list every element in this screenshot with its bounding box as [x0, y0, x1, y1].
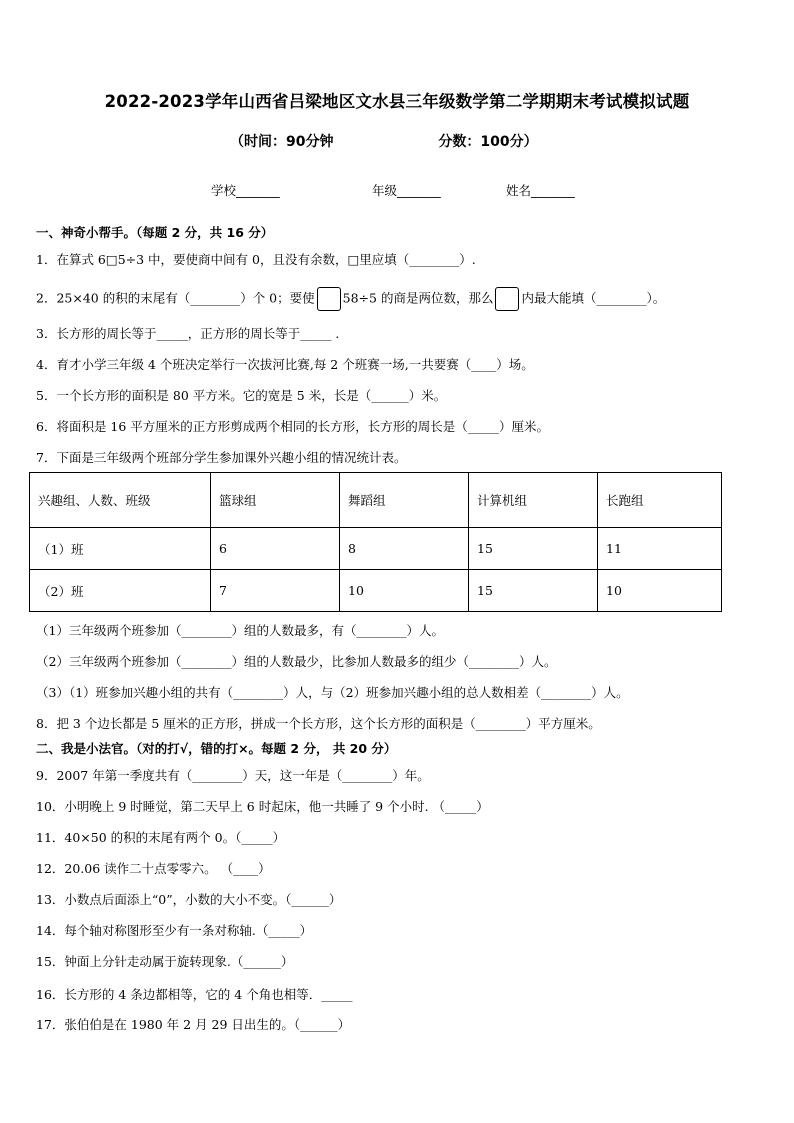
question-12: 12．20.06 读作二十点零零六。 （____） — [36, 861, 271, 876]
question-2-part-c: 内最大能填（________）。 — [521, 290, 666, 306]
question-7-2: （2）三年级两个班参加（________）组的人数最少，比参加人数最多的组少（________）人。 — [36, 654, 557, 669]
table-cell: 7 — [211, 570, 340, 612]
exam-title: 2022-2023学年山西省吕梁地区文水县三年级数学第二学期期末考试模拟试题 — [104, 92, 690, 111]
school-field: 学校_______ — [211, 183, 280, 198]
table-header-cell: 长跑组 — [598, 473, 722, 528]
question-7-3: （3）（1）班参加兴趣小组的共有（________）人，与（2）班参加兴趣小组的总人数相差（________）人。 — [36, 685, 629, 700]
table-header-cell: 舞蹈组 — [340, 473, 469, 528]
blank-box — [317, 287, 341, 311]
question-8: 8．把 3 个边长都是 5 厘米的正方形，拼成一个长方形，这个长方形的面积是（________）平方厘米。 — [36, 716, 601, 731]
table-row — [30, 570, 722, 612]
question-7-1: （1）三年级两个班参加（________）组的人数最多，有（________）人。 — [36, 623, 444, 638]
question-2-part-a: 2．25×40 的积的末尾有（________）个 0；要使 — [36, 290, 315, 306]
table-header-cell: 计算机组 — [469, 473, 598, 528]
question-14: 14．每个轴对称图形至少有一条对称轴.（_____） — [36, 923, 313, 938]
exam-score: 分数：100分） — [438, 134, 538, 150]
question-17: 17．张伯伯是在 1980 年 2 月 29 日出生的。（______） — [36, 1017, 351, 1032]
question-16: 16．长方形的 4 条边都相等，它的 4 个角也相等．_____ — [36, 987, 353, 1002]
question-2 — [36, 287, 665, 311]
table-cell: 15 — [469, 528, 598, 570]
table-cell: 15 — [469, 570, 598, 612]
question-11: 11．40×50 的积的末尾有两个 0。（_____） — [36, 830, 286, 845]
question-6: 6．将面积是 16 平方厘米的正方形剪成两个相同的长方形，长方形的周长是（_____）厘米。 — [36, 419, 550, 434]
blank-box — [495, 287, 519, 311]
table-cell: 10 — [340, 570, 469, 612]
question-3: 3．长方形的周长等于_____，正方形的周长等于_____ . — [36, 326, 340, 341]
question-10: 10．小明晚上 9 时睡觉，第二天早上 6 时起床，他一共睡了 9 个小时. （_____） — [36, 799, 489, 814]
table-header-row — [30, 473, 722, 528]
question-15: 15．钟面上分针走动属于旋转现象.（______） — [36, 954, 294, 969]
table-header-cell: 兴趣组、人数、班级 — [30, 473, 211, 528]
table-cell: 11 — [598, 528, 722, 570]
question-5: 5．一个长方形的面积是 80 平方米。它的宽是 5 米，长是（______）米。 — [36, 388, 447, 403]
question-9: 9．2007 年第一季度共有（________）天，这一年是（________）年。 — [36, 768, 430, 783]
exam-subtitle — [230, 131, 538, 151]
section-1-heading: 一、神奇小帮手。（每题 2 分，共 16 分） — [36, 225, 274, 240]
table-header-cell: 篮球组 — [211, 473, 340, 528]
table-row — [30, 528, 722, 570]
question-2-part-b: 58÷5 的商是两位数，那么 — [342, 290, 494, 306]
table-cell: 8 — [340, 528, 469, 570]
section-2-heading: 二、我是小法官。（对的打√，错的打×。每题 2 分， 共 20 分） — [36, 741, 397, 756]
table-cell: （1）班 — [30, 528, 211, 570]
name-field: 姓名_______ — [506, 183, 575, 198]
question-7: 7．下面是三年级两个班部分学生参加课外兴趣小组的情况统计表。 — [36, 450, 407, 465]
grade-field: 年级_______ — [372, 183, 441, 198]
question-1: 1．在算式 6□5÷3 中，要使商中间有 0，且没有余数，□里应填（________）. — [36, 252, 476, 267]
table-cell: （2）班 — [30, 570, 211, 612]
table-cell: 10 — [598, 570, 722, 612]
exam-time: （时间：90分钟 — [230, 134, 334, 150]
question-13: 13．小数点后面添上“0”，小数的大小不变。（______） — [36, 892, 342, 907]
question-4: 4．育才小学三年级 4 个班决定举行一次拔河比赛,每 2 个班赛一场,一共要赛（____）场。 — [36, 357, 534, 372]
stats-table — [29, 472, 722, 612]
table-cell: 6 — [211, 528, 340, 570]
